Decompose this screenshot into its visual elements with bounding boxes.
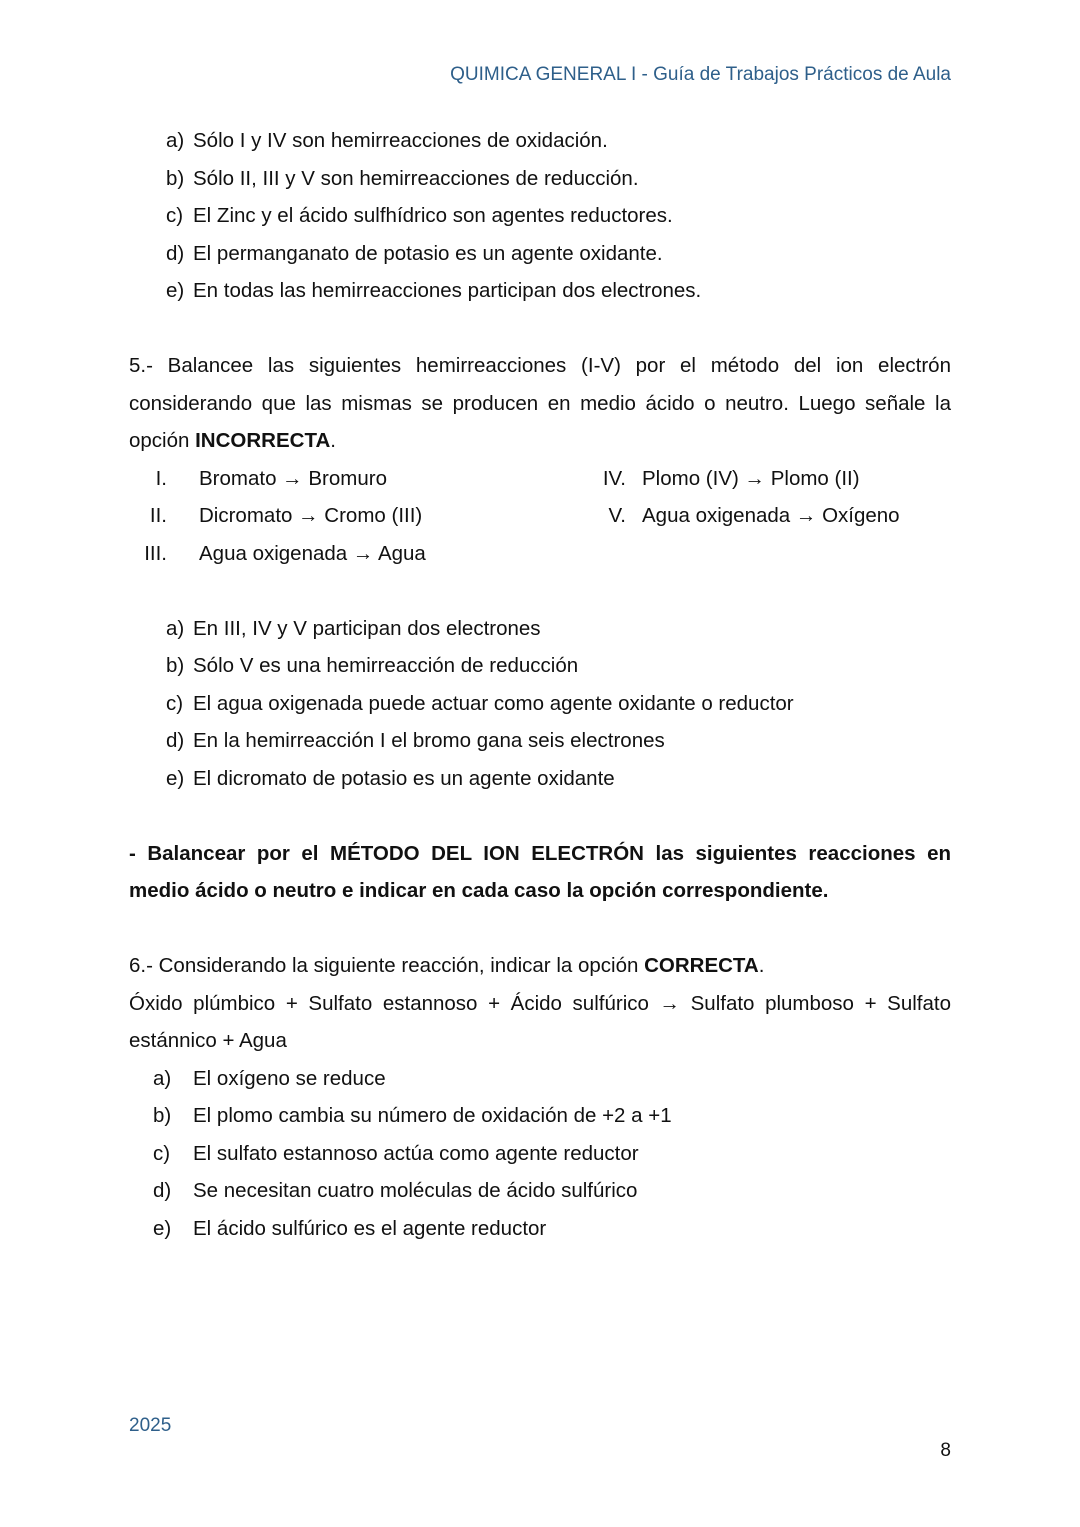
option-text: Sólo V es una hemirreacción de reducción	[193, 654, 579, 677]
instruction-text: - Balancear por el MÉTODO DEL ION ELECTRÓN las siguientes reacciones en medio ácido o neutro e indicar en cada caso la opción correspondiente.	[129, 841, 951, 902]
q4-option-b	[129, 160, 951, 198]
section-instruction	[129, 835, 951, 910]
q5-intro-text: 5.- Balancee las siguientes hemirreacciones (I-V) por el método del ion electrón considerando que las mismas se producen en medio ácido o neutro. Luego señale la opción	[129, 354, 951, 452]
item-num: IV.	[602, 466, 626, 490]
q5-option-d	[129, 722, 951, 760]
q4-option-c	[129, 197, 951, 235]
q5-intro-emphasis: INCORRECTA	[195, 429, 331, 452]
option-letter: c)	[166, 204, 184, 227]
option-letter: b)	[166, 654, 185, 677]
option-letter: d)	[166, 241, 185, 265]
q4-option-a	[129, 122, 951, 160]
option-text: En III, IV y V participan dos electrones	[193, 616, 541, 640]
option-letter: e)	[166, 766, 185, 790]
option-letter: b)	[153, 1104, 172, 1127]
q6-intro-text: 6.- Considerando la siguiente reacción, indicar la opción	[129, 954, 645, 977]
option-letter: d)	[166, 729, 185, 752]
option-letter: c)	[153, 1141, 171, 1165]
item-text: Plomo (IV) → Plomo (II)	[642, 466, 860, 490]
q6-option-a	[129, 1060, 951, 1098]
option-letter: d)	[153, 1179, 172, 1202]
option-letter: a)	[166, 129, 185, 152]
item-num: I.	[155, 466, 167, 490]
option-text: En la hemirreacción I el bromo gana seis electrones	[193, 729, 665, 752]
q5-option-c	[129, 685, 951, 723]
item-num: II.	[149, 504, 167, 527]
item-text: Dicromato → Cromo (III)	[199, 504, 423, 527]
page-number: 8	[940, 1440, 951, 1461]
q4-option-d	[129, 235, 951, 273]
q6-intro-emphasis: CORRECTA	[644, 954, 759, 977]
item-num: III.	[144, 541, 167, 565]
option-text: El permanganato de potasio es un agente oxidante.	[193, 241, 663, 265]
q4-options	[129, 122, 951, 310]
option-letter: c)	[166, 691, 184, 715]
q6-options	[129, 1060, 951, 1248]
q6-reaction: Óxido plúmbico + Sulfato estannoso + Ácido sulfúrico → Sulfato plumboso + Sulfato estánnico + Agua	[129, 991, 951, 1052]
option-text: El plomo cambia su número de oxidación de +2 a +1	[193, 1104, 672, 1127]
option-text: El agua oxigenada puede actuar como agente oxidante o reductor	[193, 691, 794, 715]
option-text: Se necesitan cuatro moléculas de ácido sulfúrico	[193, 1179, 638, 1202]
option-text: El ácido sulfúrico es el agente reductor	[193, 1216, 547, 1240]
item-text: Agua oxigenada → Agua	[199, 541, 426, 565]
q5-intro	[129, 347, 951, 460]
option-letter: a)	[166, 616, 185, 640]
option-text: Sólo II, III y V son hemirreacciones de reducción.	[193, 166, 639, 190]
page-content	[129, 122, 951, 1247]
q5-options	[129, 610, 951, 798]
option-text: El oxígeno se reduce	[193, 1066, 386, 1090]
footer-year: 2025	[129, 1415, 172, 1436]
q6-intro	[129, 947, 951, 985]
q6-option-d	[129, 1172, 951, 1210]
q5-option-e	[129, 760, 951, 798]
q4-option-e	[129, 272, 951, 310]
q5-half-reactions	[129, 460, 951, 573]
item-text: Bromato → Bromuro	[199, 466, 387, 490]
q5-intro-end: .	[330, 429, 336, 452]
option-letter: a)	[153, 1066, 172, 1090]
option-letter: e)	[153, 1216, 172, 1240]
option-text: El Zinc y el ácido sulfhídrico son agentes reductores.	[193, 204, 673, 227]
option-text: El sulfato estannoso actúa como agente reductor	[193, 1141, 639, 1165]
q5-option-b	[129, 647, 951, 685]
q6-intro-end: .	[758, 954, 765, 977]
option-text: Sólo I y IV son hemirreacciones de oxidación.	[193, 129, 608, 152]
item-text: Agua oxigenada → Oxígeno	[642, 504, 900, 527]
q6-option-e	[129, 1210, 951, 1248]
q6-option-c	[129, 1135, 951, 1173]
item-num: V.	[608, 504, 626, 527]
q5-option-a	[129, 610, 951, 648]
option-text: En todas las hemirreacciones participan dos electrones.	[193, 279, 702, 302]
page-header: QUIMICA GENERAL I - Guía de Trabajos Prácticos de Aula	[450, 64, 951, 85]
option-text: El dicromato de potasio es un agente oxidante	[193, 766, 615, 790]
option-letter: b)	[166, 166, 185, 190]
option-letter: e)	[166, 279, 185, 302]
q6-option-b	[129, 1097, 951, 1135]
